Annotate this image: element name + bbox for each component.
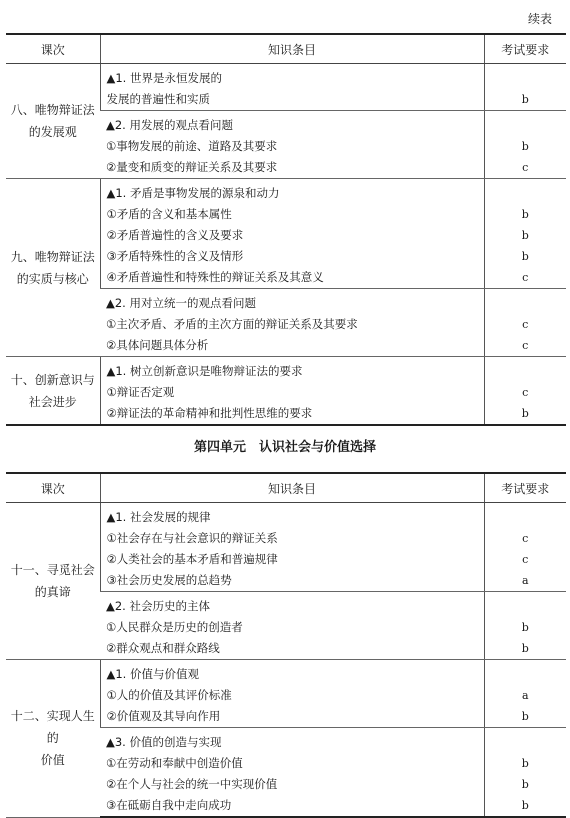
course-cell — [6, 503, 100, 660]
knowledge-item: ①人的价值及其评价标准 — [106, 688, 232, 702]
syllabus-table-1 — [6, 33, 566, 426]
course-cell — [6, 179, 100, 357]
requirement-level: c — [522, 553, 529, 566]
knowledge-item: ④矛盾普遍性和特殊性的辩证关系及其意义 — [106, 270, 324, 284]
requirement-level — [485, 115, 567, 136]
table-row — [6, 64, 566, 111]
knowledge-item: ③矛盾特殊性的含义及情形 — [106, 249, 244, 263]
requirement-level: b — [521, 621, 529, 634]
requirement-cell — [484, 111, 566, 179]
knowledge-item: ②辩证法的革命精神和批判性思维的要求 — [106, 406, 313, 420]
requirement-cell — [484, 660, 566, 728]
knowledge-item: ②矛盾普遍性的含义及要求 — [106, 228, 244, 242]
table-header-row — [6, 34, 566, 64]
requirement-level: c — [522, 271, 529, 284]
knowledge-cell — [100, 111, 484, 179]
requirement-level: c — [522, 386, 529, 399]
knowledge-item: ③在砥砺自我中走向成功 — [106, 798, 232, 812]
requirement-level — [485, 507, 567, 528]
course-line: 社会进步 — [28, 394, 77, 409]
knowledge-item: ①社会存在与社会意识的辩证关系 — [106, 531, 278, 545]
course-line: 八、唯物辩证法 — [10, 103, 95, 117]
table-row — [6, 179, 566, 289]
knowledge-item: ③社会历史发展的总趋势 — [106, 573, 232, 587]
syllabus-table-2 — [6, 472, 566, 818]
knowledge-item: ②在个人与社会的统一中实现价值 — [106, 777, 278, 791]
course-line: 十二、实现人生的 — [10, 709, 95, 746]
requirement-level: b — [521, 140, 529, 153]
knowledge-cell — [100, 179, 484, 289]
course-cell — [6, 64, 100, 179]
table-row — [6, 503, 566, 592]
course-cell — [6, 660, 100, 818]
requirement-level: b — [521, 799, 529, 812]
header-requirement: 考试要求 — [484, 34, 566, 64]
header-knowledge: 知识条目 — [100, 34, 484, 64]
requirement-level: c — [522, 339, 529, 352]
requirement-cell — [484, 64, 566, 111]
knowledge-cell — [100, 503, 484, 592]
knowledge-cell — [100, 592, 484, 660]
header-course: 课次 — [6, 473, 100, 503]
course-line: 价值 — [40, 753, 65, 768]
header-course: 课次 — [6, 34, 100, 64]
course-cell — [6, 357, 100, 426]
knowledge-cell — [100, 289, 484, 357]
knowledge-item: ▲1. 价值与价值观 — [106, 667, 199, 681]
requirement-level — [485, 361, 567, 382]
course-line: 的发展观 — [28, 125, 77, 139]
course-line: 的实质与核心 — [16, 271, 89, 286]
header-requirement: 考试要求 — [484, 473, 566, 503]
continued-label: 续表 — [527, 12, 552, 26]
requirement-level: c — [522, 161, 529, 174]
knowledge-item: ▲3. 价值的创造与实现 — [106, 735, 222, 749]
knowledge-item: ①矛盾的含义和基本属性 — [106, 207, 232, 221]
requirement-level — [485, 183, 567, 204]
knowledge-item: ②具体问题具体分析 — [106, 338, 209, 352]
requirement-level: c — [522, 318, 529, 331]
header-knowledge: 知识条目 — [100, 473, 484, 503]
requirement-level: b — [521, 407, 529, 420]
requirement-level: b — [521, 710, 529, 723]
knowledge-item: ▲1. 世界是永恒发展的 — [106, 71, 222, 85]
course-line: 的真谛 — [34, 585, 71, 599]
requirement-level: b — [521, 642, 529, 655]
requirement-cell — [484, 289, 566, 357]
requirement-level: b — [521, 757, 529, 770]
requirement-cell — [484, 503, 566, 592]
course-line: 九、唯物辩证法 — [10, 249, 95, 264]
knowledge-item: ▲2. 用对立统一的观点看问题 — [106, 296, 256, 310]
knowledge-item: ▲1. 树立创新意识是唯物辩证法的要求 — [106, 364, 303, 378]
requirement-cell — [484, 179, 566, 289]
requirement-level — [485, 68, 567, 89]
knowledge-item: ▲2. 用发展的观点看问题 — [106, 118, 233, 132]
knowledge-cell — [100, 728, 484, 818]
requirement-level — [485, 732, 567, 753]
requirement-level: b — [521, 93, 529, 106]
requirement-level: c — [522, 532, 529, 545]
knowledge-item: ②人类社会的基本矛盾和普遍规律 — [106, 552, 278, 566]
knowledge-item: ▲1. 矛盾是事物发展的源泉和动力 — [106, 186, 280, 200]
table-row — [6, 660, 566, 728]
knowledge-item: ②量变和质变的辩证关系及其要求 — [106, 160, 278, 174]
requirement-level: a — [521, 689, 529, 702]
knowledge-item: ①辩证否定观 — [106, 385, 175, 399]
knowledge-item: ②群众观点和群众路线 — [106, 641, 220, 655]
knowledge-item: 发展的普遍性和实质 — [106, 92, 210, 106]
knowledge-cell — [100, 660, 484, 728]
knowledge-item: ②价值观及其导向作用 — [106, 709, 221, 723]
requirement-level — [485, 293, 567, 314]
course-line: 十一、寻觅社会 — [10, 563, 95, 577]
knowledge-item: ①在劳动和奉献中创造价值 — [106, 756, 243, 770]
knowledge-item: ▲1. 社会发展的规律 — [106, 510, 211, 524]
course-line: 十、创新意识与 — [10, 372, 95, 387]
knowledge-cell — [100, 357, 484, 426]
table-header-row — [6, 473, 566, 503]
requirement-level: b — [521, 778, 529, 791]
knowledge-item: ▲2. 社会历史的主体 — [106, 599, 210, 613]
requirement-level: b — [521, 250, 529, 263]
requirement-level — [485, 664, 567, 685]
knowledge-cell — [100, 64, 484, 111]
knowledge-item: ①主次矛盾、矛盾的主次方面的辩证关系及其要求 — [106, 317, 358, 331]
requirement-level — [485, 596, 567, 617]
requirement-level: b — [521, 229, 529, 242]
requirement-cell — [484, 592, 566, 660]
knowledge-item: ①人民群众是历史的创造者 — [106, 620, 243, 634]
requirement-level: a — [521, 574, 529, 587]
table-row — [6, 357, 566, 426]
requirement-cell — [484, 357, 566, 426]
knowledge-item: ①事物发展的前途、道路及其要求 — [106, 139, 278, 153]
requirement-level: b — [521, 208, 529, 221]
unit-title: 第四单元 认识社会与价值选择 — [193, 440, 376, 455]
requirement-cell — [484, 728, 566, 818]
